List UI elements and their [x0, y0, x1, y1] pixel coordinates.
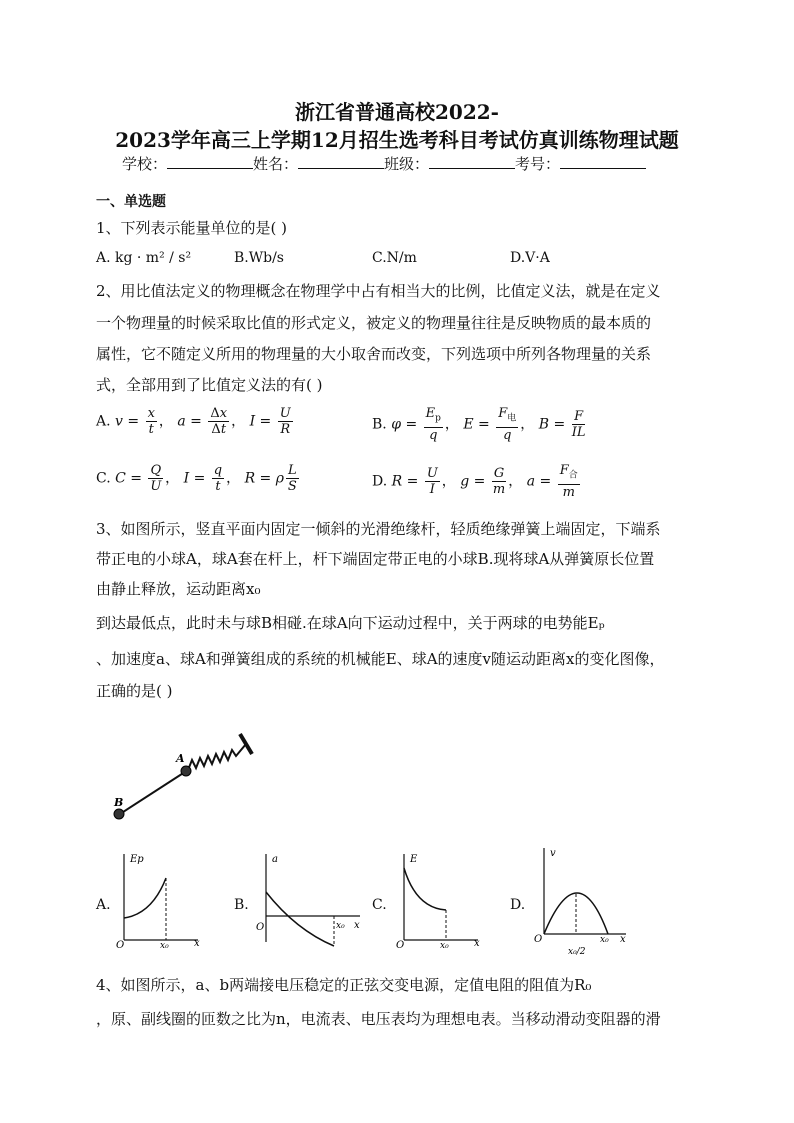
name-label: 姓名： [253, 155, 299, 173]
class-blank [429, 154, 515, 169]
q3-stem-line-4: 到达最低点，此时未与球B相碰.在球A向下运动过程中，关于两球的电势能Eₚ [96, 614, 605, 632]
q4-stem-line-1: 4、如图所示，a、b两端接电压稳定的正弦交变电源，定值电阻的阻值为R₀ [96, 976, 592, 994]
class-label: 班级： [384, 155, 430, 173]
graph-c-tick: x₀ [440, 941, 449, 948]
spring [188, 744, 246, 770]
graph-a-option: A. [96, 897, 111, 913]
graph-c [394, 848, 484, 948]
graph-d [530, 842, 630, 958]
ball-b [114, 809, 124, 819]
spring-mount [240, 734, 252, 754]
graph-d-xlabel: x [620, 934, 626, 945]
graph-a-origin: O [116, 940, 125, 948]
q1-option-d: D.V·A [510, 250, 550, 266]
title-line-1: 浙江省普通高校2022- [295, 100, 499, 124]
graph-d-option: D. [510, 897, 526, 913]
number-blank [560, 154, 646, 169]
school-blank [167, 154, 253, 169]
ball-a-label: A [176, 752, 185, 765]
graph-c-origin: O [396, 940, 405, 948]
graph-a-xlabel: x [194, 938, 200, 948]
q1-stem: 1、下列表示能量单位的是( ) [96, 219, 288, 237]
q2-stem-line-3: 属性，它不随定义所用的物理量的大小取舍而改变，下列选项中所列各物理量的关系 [96, 345, 652, 363]
graph-d-tick: x₀ [600, 935, 609, 945]
graph-d-origin: O [534, 934, 543, 945]
q1-option-a: A. kg · m² / s² [96, 250, 192, 266]
q2-option-a: A. v = $\frac{x}{t}$ ， a = $\frac{\Delta x}{\Delta t}$ ， I = $\frac{U}{R}$ [96, 406, 291, 437]
section-title: 一、单选题 [96, 194, 166, 210]
q2-stem-line-2: 一个物理量的时候采取比值的形式定义，被定义的物理量往往是反映物质的最本质的 [96, 314, 652, 332]
q2-option-b: B. φ = $\frac{E_p}{q}$ ， E = $\frac{F_电}{q}$ ， B = $\frac{F}{IL}$ [372, 406, 586, 443]
ball-b-label: B [114, 796, 124, 809]
number-label: 考号： [515, 155, 561, 173]
graph-b-option: B. [234, 897, 249, 913]
q3-stem-line-6: 正确的是( ) [96, 682, 173, 700]
q2-stem-line-4: 式，全部用到了比值定义法的有( ) [96, 376, 323, 394]
graph-a-curve [124, 878, 166, 918]
info-fields [122, 153, 646, 174]
q2-option-d: D. R = $\frac{U}{I}$ ， g = $\frac{G}{m}$ ， a = $\frac{F_合}{m}$ [372, 463, 578, 500]
graph-c-curve [404, 868, 446, 910]
name-blank [298, 154, 384, 169]
title-line-2: 2023学年高三上学期12月招生选考科目考试仿真训练物理试题 [115, 128, 679, 152]
q3-stem-line-3: 由静止释放，运动距离x₀ [96, 580, 261, 598]
graph-c-xlabel: x [474, 938, 480, 948]
q3-stem-line-2: 带正电的小球A，球A套在杆上，杆下端固定带正电的小球B.现将球A从弹簧原长位置 [96, 550, 655, 568]
graph-d-tick-mid: x₀/2 [568, 947, 586, 957]
q4-stem-line-2: ，原、副线圈的匝数之比为n，电流表、电压表均为理想电表。当移动滑动变阻器的滑 [96, 1010, 661, 1028]
graph-b-ylabel: a [272, 854, 278, 865]
graph-d-ylabel: v [550, 848, 556, 859]
rod [120, 770, 188, 814]
graph-b [256, 848, 366, 948]
graph-a [114, 848, 204, 948]
q3-stem-line-5: 、加速度a、球A和弹簧组成的系统的机械能E、球A的速度v随运动距离x的变化图像， [96, 650, 665, 668]
q3-figure [100, 710, 270, 830]
graph-c-ylabel: E [410, 854, 418, 865]
q2-stem-line-1: 2、用比值法定义的物理概念在物理学中占有相当大的比例，比值定义法，就是在定义 [96, 282, 661, 300]
q3-stem-line-1: 3、如图所示，竖直平面内固定一倾斜的光滑绝缘杆，轻质绝缘弹簧上端固定，下端系 [96, 520, 661, 538]
q1-option-c: C.N/m [372, 250, 417, 266]
school-label: 学校： [122, 155, 168, 173]
q1-option-b: B.Wb/s [234, 250, 284, 266]
graph-b-xlabel: x [354, 920, 360, 931]
graph-a-tick: x₀ [160, 941, 169, 948]
graph-b-curve [266, 892, 334, 946]
graph-b-origin: O [256, 922, 265, 933]
q2-option-c: C. C = $\frac{Q}{U}$ ， I = $\frac{q}{t}$ ， R = ρ $\frac{L}{S}$ [96, 463, 297, 494]
ball-a [181, 766, 191, 776]
graph-c-option: C. [372, 897, 387, 913]
graph-b-tick: x₀ [336, 921, 345, 931]
graph-a-ylabel: Ep [130, 854, 144, 865]
